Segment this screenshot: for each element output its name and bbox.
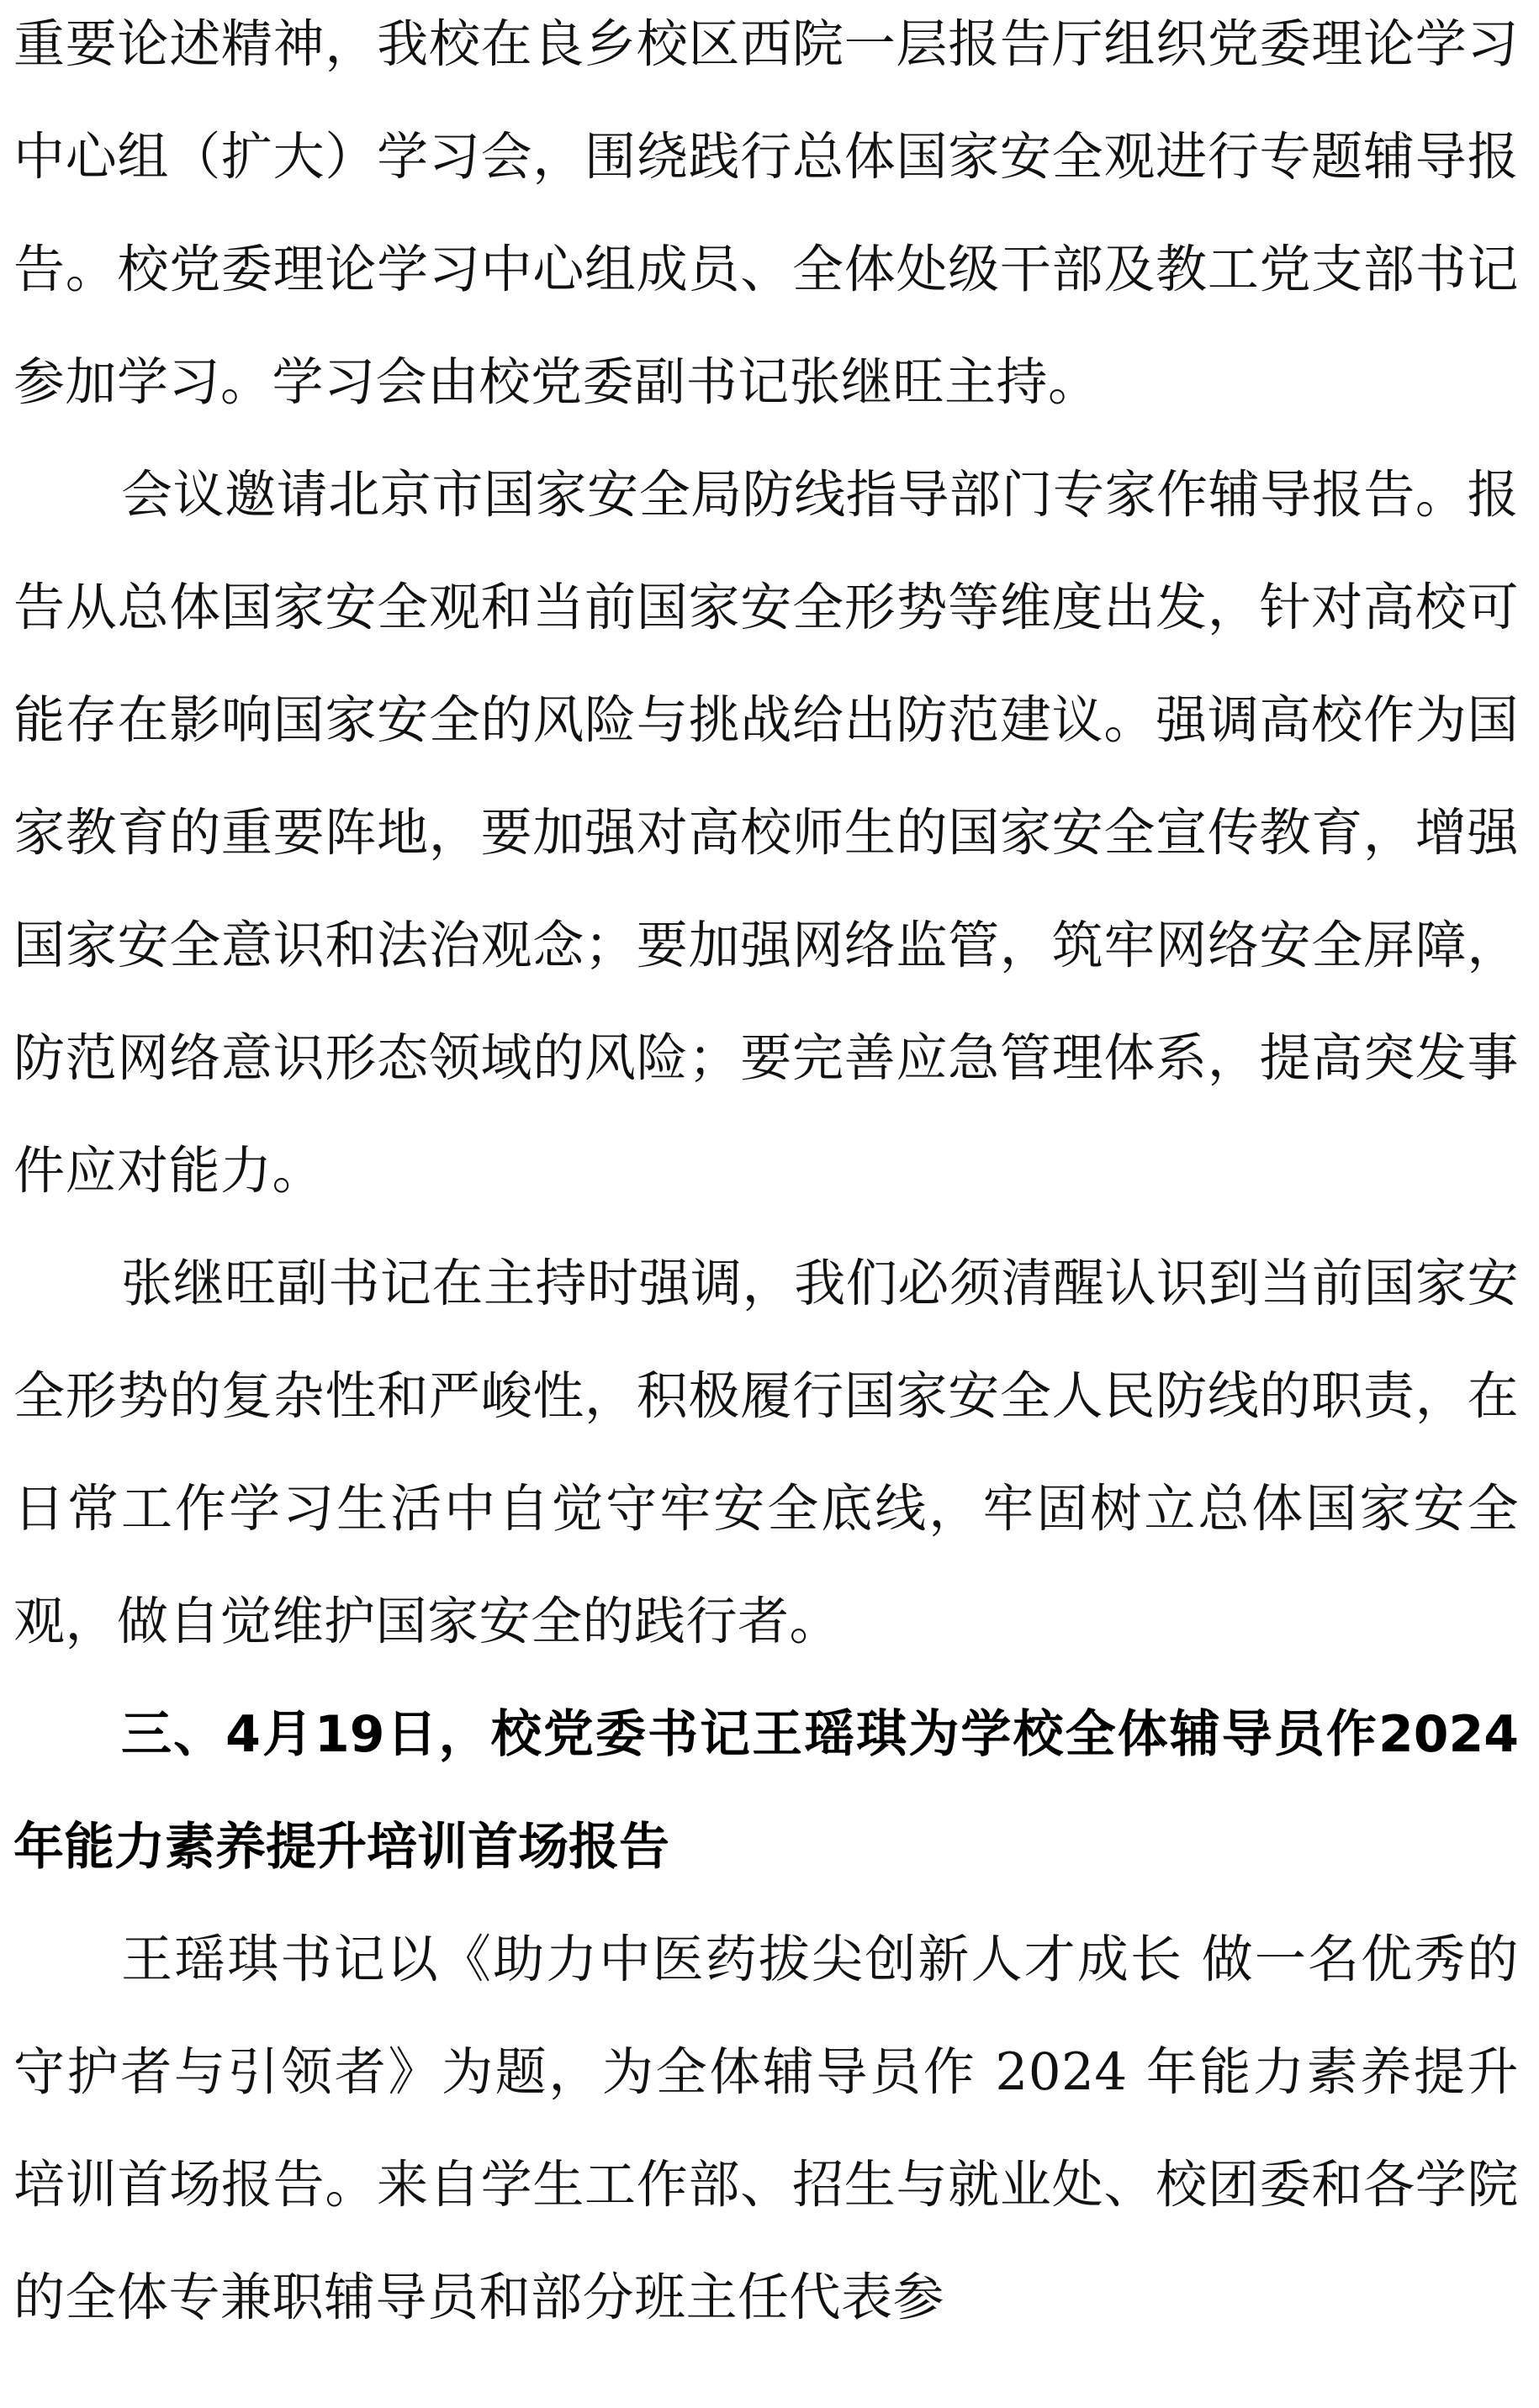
document-body — [13, 0, 1519, 2354]
paragraph-study-session: 重要论述精神，我校在良乡校区西院一层报告厅组织党委理论学习中心组（扩大）学习会，围绕践行总体国家安全观进行专题辅导报告。校党委理论学习中心组成员、全体处级干部及教工党支部书记参加学习。学习会由校党委副书记张继旺主持。 — [13, 14, 1519, 412]
paragraph-counselor-training: 王瑶琪书记以《助力中医药拔尖创新人才成长 做一名优秀的守护者与引领者》为题，为全体辅导员作 2024 年能力素养提升培训首场报告。来自学生工作部、招生与就业处、校团委和各学院的全体专兼职辅导员和部分班主任代表参 — [13, 1930, 1519, 2327]
section-heading-three: 三、4月19日，校党委书记王瑶琪为学校全体辅导员作2024年能力素养提升培训首场报告 — [13, 1705, 1519, 1877]
paragraph-deputy-secretary-remarks: 张继旺副书记在主持时强调，我们必须清醒认识到当前国家安全形势的复杂性和严峻性，积极履行国家安全人民防线的职责，在日常工作学习生活中自觉守牢安全底线，牢固树立总体国家安全观，做自觉维护国家安全的践行者。 — [13, 1254, 1519, 1651]
paragraph-expert-report: 会议邀请北京市国家安全局防线指导部门专家作辅导报告。报告从总体国家安全观和当前国家安全形势等维度出发，针对高校可能存在影响国家安全的风险与挑战给出防范建议。强调高校作为国家教育的重要阵地，要加强对高校师生的国家安全宣传教育，增强国家安全意识和法治观念；要加强网络监管，筑牢网络安全屏障，防范网络意识形态领域的风险；要完善应急管理体系，提高突发事件应对能力。 — [13, 465, 1519, 1201]
